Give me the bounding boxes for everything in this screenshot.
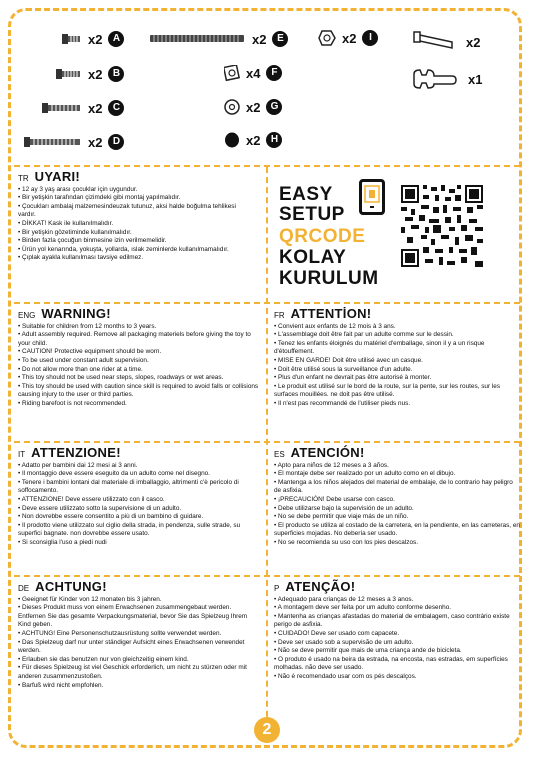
easy-setup-panel bbox=[279, 179, 515, 289]
section-p-title: ATENÇÃO! bbox=[285, 579, 356, 594]
section-it-code: IT bbox=[18, 450, 26, 459]
part-d-label: D bbox=[108, 134, 124, 150]
tool-allen-key bbox=[412, 30, 480, 54]
list-item: • Deve ser usado sob a supervisão de um adulto. bbox=[274, 639, 520, 648]
list-item: • Dieses Produkt muss von einem Erwachsenen zusammengebaut werden. Entfernen Sie das gesamte Verpackungsmaterial, bevor Sie das Spielzeug Ihrem Kind geben. bbox=[18, 604, 260, 630]
part-b-label: B bbox=[108, 66, 124, 82]
list-item: • El montaje debe ser realizado por un adulto como en el dibujo. bbox=[274, 470, 520, 479]
section-es-code: ES bbox=[274, 450, 285, 459]
list-item: • No se recomienda su uso con los pies descalzos. bbox=[274, 539, 520, 548]
section-es-title: ATENCIÓN! bbox=[290, 445, 365, 460]
part-a-label: A bbox=[108, 31, 124, 47]
list-item: • El producto se utiliza al costado de la carretera, en la pendiente, en las carreteras, en superficies mojadas. No debería ser usado. bbox=[274, 522, 520, 539]
list-item: • Non dovrebbe essere consentito a più di un bambino di guidare. bbox=[18, 513, 260, 522]
list-item: • Adequado para crianças de 12 meses a 3 anos. bbox=[274, 596, 520, 605]
divider-vertical bbox=[266, 167, 268, 737]
part-d bbox=[24, 134, 124, 150]
list-item: • Geeignet für Kinder von 12 monaten bis 3 jahren. bbox=[18, 596, 260, 605]
part-e-qty: x2 bbox=[252, 31, 267, 47]
section-es bbox=[274, 445, 520, 548]
section-p-list bbox=[274, 596, 520, 682]
section-eng-title: WARNING! bbox=[41, 306, 111, 321]
list-item: • Adatto per bambini dai 12 mesi ai 3 anni. bbox=[18, 462, 260, 471]
list-item: • Do not allow more than one rider at a time. bbox=[18, 366, 260, 375]
list-item: • Doit être utilisé sous la surveillance d'un adulte. bbox=[274, 366, 518, 375]
washer-icon bbox=[224, 99, 240, 115]
list-item: • Das Spielzeug darf nur unter ständiger Aufsicht eines Erwachsenen verwendet werden. bbox=[18, 639, 260, 656]
part-h-qty: x2 bbox=[246, 132, 261, 148]
section-it-title: ATTENZIONE! bbox=[31, 445, 121, 460]
list-item: • Mantenga a los niños alejados del material de embalaje, de lo contrario hay peligro de asfixia. bbox=[274, 479, 520, 496]
short-bolt-icon bbox=[62, 32, 82, 46]
part-d-qty: x2 bbox=[88, 134, 103, 150]
wrench-icon bbox=[412, 68, 458, 90]
section-eng bbox=[18, 306, 260, 409]
list-item: • CUIDADO! Deve ser usado com capacete. bbox=[274, 630, 520, 639]
section-de bbox=[18, 579, 260, 690]
tool-wrench bbox=[412, 68, 482, 90]
list-item: • ¡PRECAUCIÓN! Debe usarse con casco. bbox=[274, 496, 520, 505]
section-it bbox=[18, 445, 260, 548]
section-de-code: DE bbox=[18, 584, 30, 593]
long-bolt-icon bbox=[42, 101, 82, 115]
part-f-label: F bbox=[266, 65, 282, 81]
list-item: • Çıplak ayakla kullanılması tavsiye edilmez. bbox=[18, 254, 254, 263]
section-fr-list bbox=[274, 323, 518, 409]
list-item: • Si sconsiglia l'uso a piedi nudi bbox=[18, 539, 260, 548]
part-f-qty: x4 bbox=[246, 65, 261, 81]
part-g-qty: x2 bbox=[246, 99, 261, 115]
list-item: • Il montaggio deve essere eseguito da un adulto come nel disegno. bbox=[18, 470, 260, 479]
part-i-label: I bbox=[362, 30, 378, 46]
list-item: • Birden fazla çocuğun binmesine izin verilmemelidir. bbox=[18, 237, 254, 246]
part-c-label: C bbox=[108, 100, 124, 116]
part-g bbox=[224, 99, 282, 115]
qrcode-word: QRCODE bbox=[279, 226, 366, 247]
list-item: • Plus d'un enfant ne devrait pas être autorisé à monter. bbox=[274, 374, 518, 383]
list-item: • Bir yetişkin tarafından çizimdeki gibi montaj yapılmalıdır. bbox=[18, 194, 254, 203]
list-item: • Tenez les enfants éloignés du matériel d'emballage, sinon il y a un risque d'étouffement. bbox=[274, 340, 518, 357]
list-item: • Ürün yol kenarında, yokuşta, yollarda, ıslak zeminlerde kullanılmamalıdır. bbox=[18, 246, 254, 255]
part-a-qty: x2 bbox=[88, 31, 103, 47]
part-g-label: G bbox=[266, 99, 282, 115]
part-a bbox=[62, 31, 124, 47]
section-tr bbox=[18, 169, 254, 263]
kurulum-word: KURULUM bbox=[279, 268, 379, 289]
part-b bbox=[56, 66, 124, 82]
part-e bbox=[150, 31, 288, 47]
kolay-word: KOLAY bbox=[279, 247, 347, 268]
section-de-list bbox=[18, 596, 260, 691]
list-item: • Barfuß wird nicht empfohlen. bbox=[18, 682, 260, 691]
list-item: • Il prodotto viene utilizzato sul ciglio della strada, in pendenza, sulle strade, su superfici bagnate. non dovrebbe essere usato. bbox=[18, 522, 260, 539]
part-h-label: H bbox=[266, 132, 282, 148]
square-nut-icon bbox=[224, 65, 240, 81]
section-p bbox=[274, 579, 520, 682]
part-i bbox=[318, 30, 378, 46]
part-b-qty: x2 bbox=[88, 66, 103, 82]
list-item: • L'assemblage doit être fait par un adulte comme sur le dessin. bbox=[274, 331, 518, 340]
list-item: • ATTENZIONE! Deve essere utilizzato con il casco. bbox=[18, 496, 260, 505]
list-item: • Le produit est utilisé sur le bord de la route, sur la pente, sur les routes, sur les surfaces mouillées. ne doit pas être utilisé. bbox=[274, 383, 518, 400]
list-item: • Für dieses Spielzeug ist viel Geschick erforderlich, um nicht zu stürzen oder mit anderen zusammenzustoßen. bbox=[18, 664, 260, 681]
tool-wrench-qty: x1 bbox=[468, 71, 483, 87]
page-number: 2 bbox=[254, 717, 280, 743]
list-item: • O produto é usado na beira da estrada, na encosta, nas estradas, em superfícies molhadas. não deve ser usado. bbox=[274, 656, 520, 673]
section-p-code: P bbox=[274, 584, 280, 593]
list-item: • A montagem deve ser feita por um adulto conforme desenho. bbox=[274, 604, 520, 613]
list-item: • To be used under constant adult supervision. bbox=[18, 357, 260, 366]
part-c-qty: x2 bbox=[88, 100, 103, 116]
list-item: • Adult assembly required. Remove all packaging materiels before giving the toy to your child. bbox=[18, 331, 260, 348]
threaded-rod-icon bbox=[150, 33, 246, 45]
longer-bolt-icon bbox=[24, 135, 82, 149]
allen-key-icon bbox=[412, 30, 456, 54]
list-item: • 12 ay 3 yaş arası çocuklar için uygundur. bbox=[18, 186, 254, 195]
tool-allen-key-qty: x2 bbox=[466, 34, 481, 50]
section-fr bbox=[274, 306, 518, 409]
list-item: • Não é recomendado usar com os pés descalços. bbox=[274, 673, 520, 682]
list-item: • This toy should not be used near steps, slopes, roadways or wet areas. bbox=[18, 374, 260, 383]
section-fr-title: ATTENTİON! bbox=[290, 306, 372, 321]
list-item: • Deve essere utilizzato sotto la supervisione di un adulto. bbox=[18, 505, 260, 514]
easy-word: EASY bbox=[279, 184, 333, 205]
part-i-qty: x2 bbox=[342, 30, 357, 46]
list-item: • CAUTION! Protective equipment should be worn. bbox=[18, 348, 260, 357]
list-item: • Çocukları ambalaj malzemesindeuzak tutunuz, aksi halde boğulma tehlikesi vardır. bbox=[18, 203, 254, 220]
qr-code-icon bbox=[401, 185, 483, 267]
list-item: • Apto para niños de 12 meses a 3 años. bbox=[274, 462, 520, 471]
list-item: • Suitable for children from 12 months to 3 years. bbox=[18, 323, 260, 332]
list-item: • Bir yetişkin gözetiminde kullanılmalıdır. bbox=[18, 229, 254, 238]
list-item: • ACHTUNG! Eine Personenschutzausrüstung sollte verwendet werden. bbox=[18, 630, 260, 639]
list-item: • MISE EN GARDE! Doit être utilisé avec un casque. bbox=[274, 357, 518, 366]
hex-nut-icon bbox=[318, 30, 336, 46]
medium-bolt-icon bbox=[56, 67, 82, 81]
list-item: • Debe utilizarse bajo la supervisión de un adulto. bbox=[274, 505, 520, 514]
cap-icon bbox=[224, 132, 240, 148]
part-f bbox=[224, 65, 282, 81]
section-tr-list bbox=[18, 186, 254, 263]
section-tr-title: UYARI! bbox=[34, 169, 81, 184]
list-item: • Convient aux enfants de 12 mois à 3 ans. bbox=[274, 323, 518, 332]
list-item: • Erlauben sie das benutzen nur von gleichzeitig einem kind. bbox=[18, 656, 260, 665]
section-de-title: ACHTUNG! bbox=[35, 579, 107, 594]
list-item: • No se debe permitir que viaje más de un niño. bbox=[274, 513, 520, 522]
list-item: • Riding barefoot is not recommended. bbox=[18, 400, 260, 409]
list-item: • Il n'est pas recommandé de l'utiliser pieds nus. bbox=[274, 400, 518, 409]
phone-icon bbox=[359, 179, 385, 215]
section-eng-code: ENG bbox=[18, 311, 36, 320]
section-eng-list bbox=[18, 323, 260, 409]
section-it-list bbox=[18, 462, 260, 548]
section-fr-code: FR bbox=[274, 311, 285, 320]
part-h bbox=[224, 132, 282, 148]
part-e-label: E bbox=[272, 31, 288, 47]
list-item: • This toy should be used with caution since skill is required to avoid falls or collisions causing injury to the user or third parties. bbox=[18, 383, 260, 400]
list-item: • Tenere i bambini lontani dal materiale di imballaggio, altrimenti c'è pericolo di soffocamento. bbox=[18, 479, 260, 496]
setup-word: SETUP bbox=[279, 204, 345, 225]
list-item: • Não se deve permitir que mais de uma criança ande de bicicleta. bbox=[274, 647, 520, 656]
list-item: • Mantenha as crianças afastadas do material de embalagem, caso contrário existe perigo de asfixia. bbox=[274, 613, 520, 630]
section-tr-code: TR bbox=[18, 174, 29, 183]
list-item: • DİKKAT! Kask ile kullanılmalıdır. bbox=[18, 220, 254, 229]
part-c bbox=[42, 100, 124, 116]
section-es-list bbox=[274, 462, 520, 548]
